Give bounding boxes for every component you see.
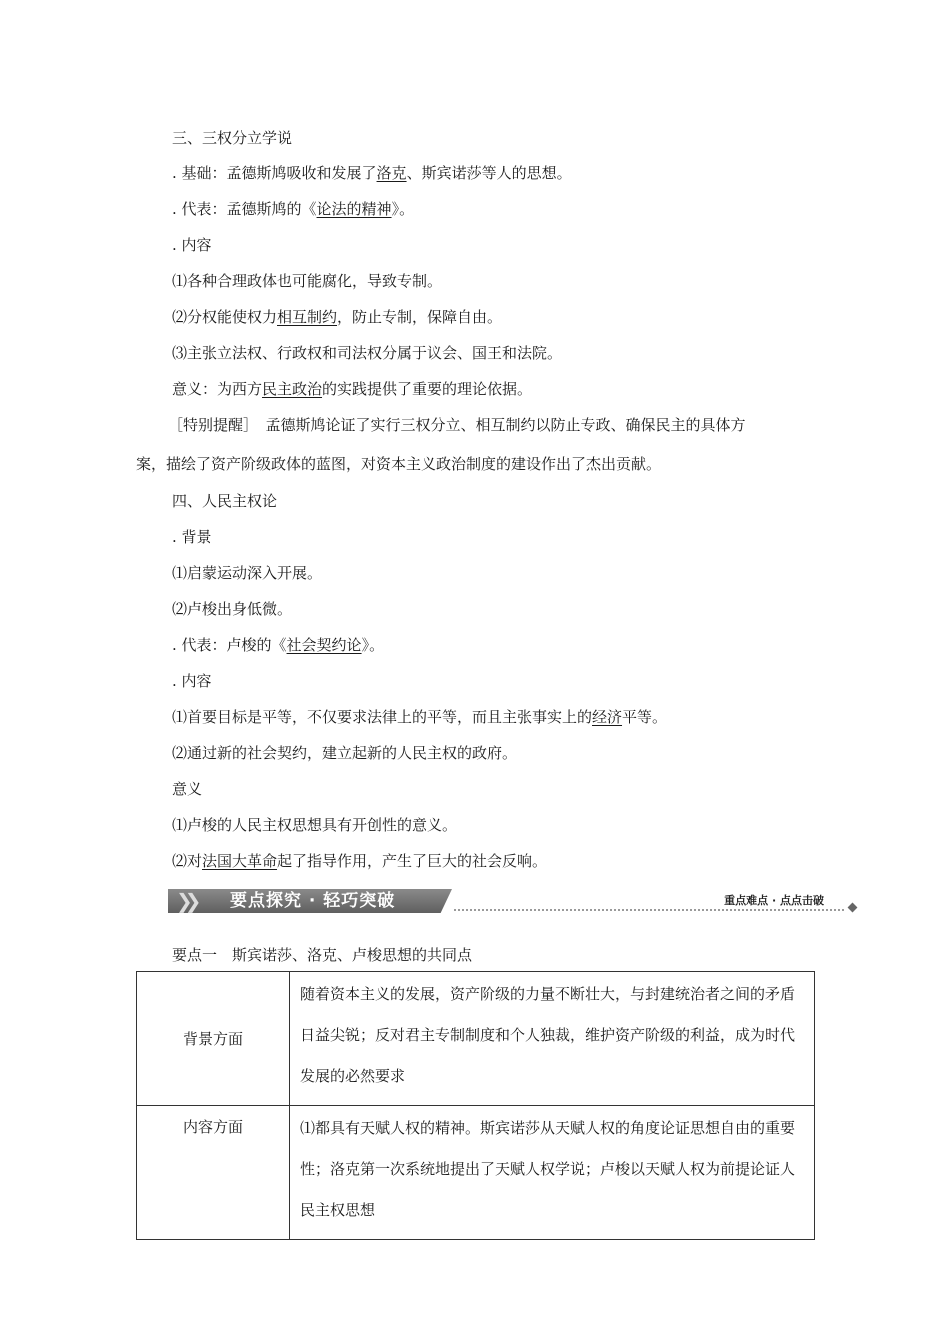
- blank-locke: 洛克: [376, 164, 407, 182]
- diamond-icon: [848, 903, 858, 913]
- table-row: [137, 972, 815, 1106]
- banner-subtitle: 重点难点 · 点点击破: [724, 894, 824, 907]
- chevron-right-icon: ❯❯: [176, 889, 194, 913]
- table-row: [137, 1106, 815, 1240]
- blank-spirit-of-laws: 论法的精神: [316, 200, 392, 218]
- blank-social-contract: 社会契约论: [286, 636, 362, 654]
- section-banner: [168, 887, 858, 919]
- blank-economic: 经济: [592, 708, 623, 726]
- blank-mutual-check: 相互制约: [277, 308, 338, 326]
- blank-french-revolution: 法国大革命: [202, 852, 278, 870]
- table-row-label: 背景方面: [137, 972, 290, 1106]
- banner-title: 要点探究 · 轻巧突破: [230, 891, 396, 911]
- banner-divider: [454, 909, 844, 911]
- table-row-label: 内容方面: [137, 1106, 290, 1240]
- table-row-content: 随着资本主义的发展，资产阶级的力量不断壮大，与封建统治者之间的矛盾日益尖锐；反对君主专制制度和个人独裁，维护资产阶级的利益，成为时代发展的必然要求: [290, 972, 815, 1106]
- table-row-content: ⑴都具有天赋人权的精神。斯宾诺莎从天赋人权的角度论证思想自由的重要性；洛克第一次系统地提出了天赋人权学说；卢梭以天赋人权为前提论证人民主权思想: [290, 1106, 815, 1240]
- blank-democratic-politics: 民主政治: [262, 380, 323, 398]
- comparison-table: [136, 971, 815, 1240]
